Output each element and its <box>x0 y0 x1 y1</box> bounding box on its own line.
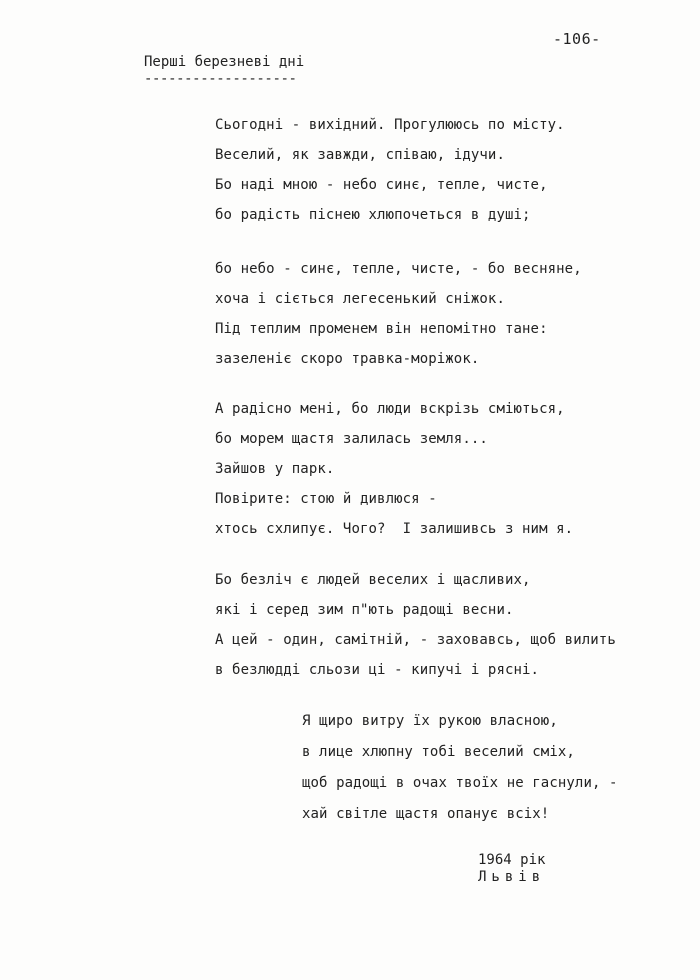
poem-line: Бо наді мною - небо синє, тепле, чисте, <box>215 177 548 193</box>
poem-title: Перші березневі дні <box>144 54 305 70</box>
poem-line: зазеленіє скоро травка-моріжок. <box>215 351 480 367</box>
page-number: -106- <box>553 30 601 48</box>
poem-line: Зайшов у парк. <box>215 461 335 477</box>
stanza-4 <box>215 571 616 691</box>
poem-line: бо морем щастя залилась земля... <box>215 431 488 447</box>
signature-city: Львів <box>478 869 546 885</box>
poem-line: Я щиро витру їх рукою власною, <box>302 713 558 729</box>
poem-line: А радісно мені, бо люди вскрізь сміються, <box>215 401 565 417</box>
poem-line: А цей - один, самітній, - заховавсь, щоб вилить <box>215 632 616 648</box>
poem-line: Сьогодні - вихідний. Прогулююсь по місту. <box>215 117 565 133</box>
poem-line: хтось схлипує. Чого? І залишивсь з ним я. <box>215 521 574 537</box>
poem-line: щоб радощі в очах твоїх не гаснули, - <box>302 775 618 791</box>
signature-block <box>478 852 545 886</box>
poem-line: бо небо - синє, тепле, чисте, - бо весняне, <box>215 261 582 277</box>
poem-line: які і серед зим п"ють радощі весни. <box>215 602 514 618</box>
poem-line: Бо безліч є людей веселих і щасливих, <box>215 572 531 588</box>
poem-line: в лице хлюпну тобі веселий сміх, <box>302 744 575 760</box>
poem-line: бо радість піснею хлюпочеться в душі; <box>215 207 531 223</box>
title-underline: ------------------- <box>144 71 297 87</box>
poem-line: хоча і сіється легесенький сніжок. <box>215 291 505 307</box>
stanza-1 <box>215 116 565 236</box>
poem-line: Повірите: стою й дивлюся - <box>215 491 437 507</box>
stanza-3 <box>215 400 573 550</box>
signature-year: 1964 рік <box>478 852 546 868</box>
poem-line: Веселий, як завжди, співаю, ідучи. <box>215 147 505 163</box>
poem-line: в безлюдді сльози ці - кипучі і рясні. <box>215 662 540 678</box>
stanza-2 <box>215 260 582 380</box>
stanza-5 <box>302 712 618 836</box>
poem-line: хай світле щастя опанує всіх! <box>302 806 550 822</box>
poem-line: Під теплим променем він непомітно тане: <box>215 321 548 337</box>
